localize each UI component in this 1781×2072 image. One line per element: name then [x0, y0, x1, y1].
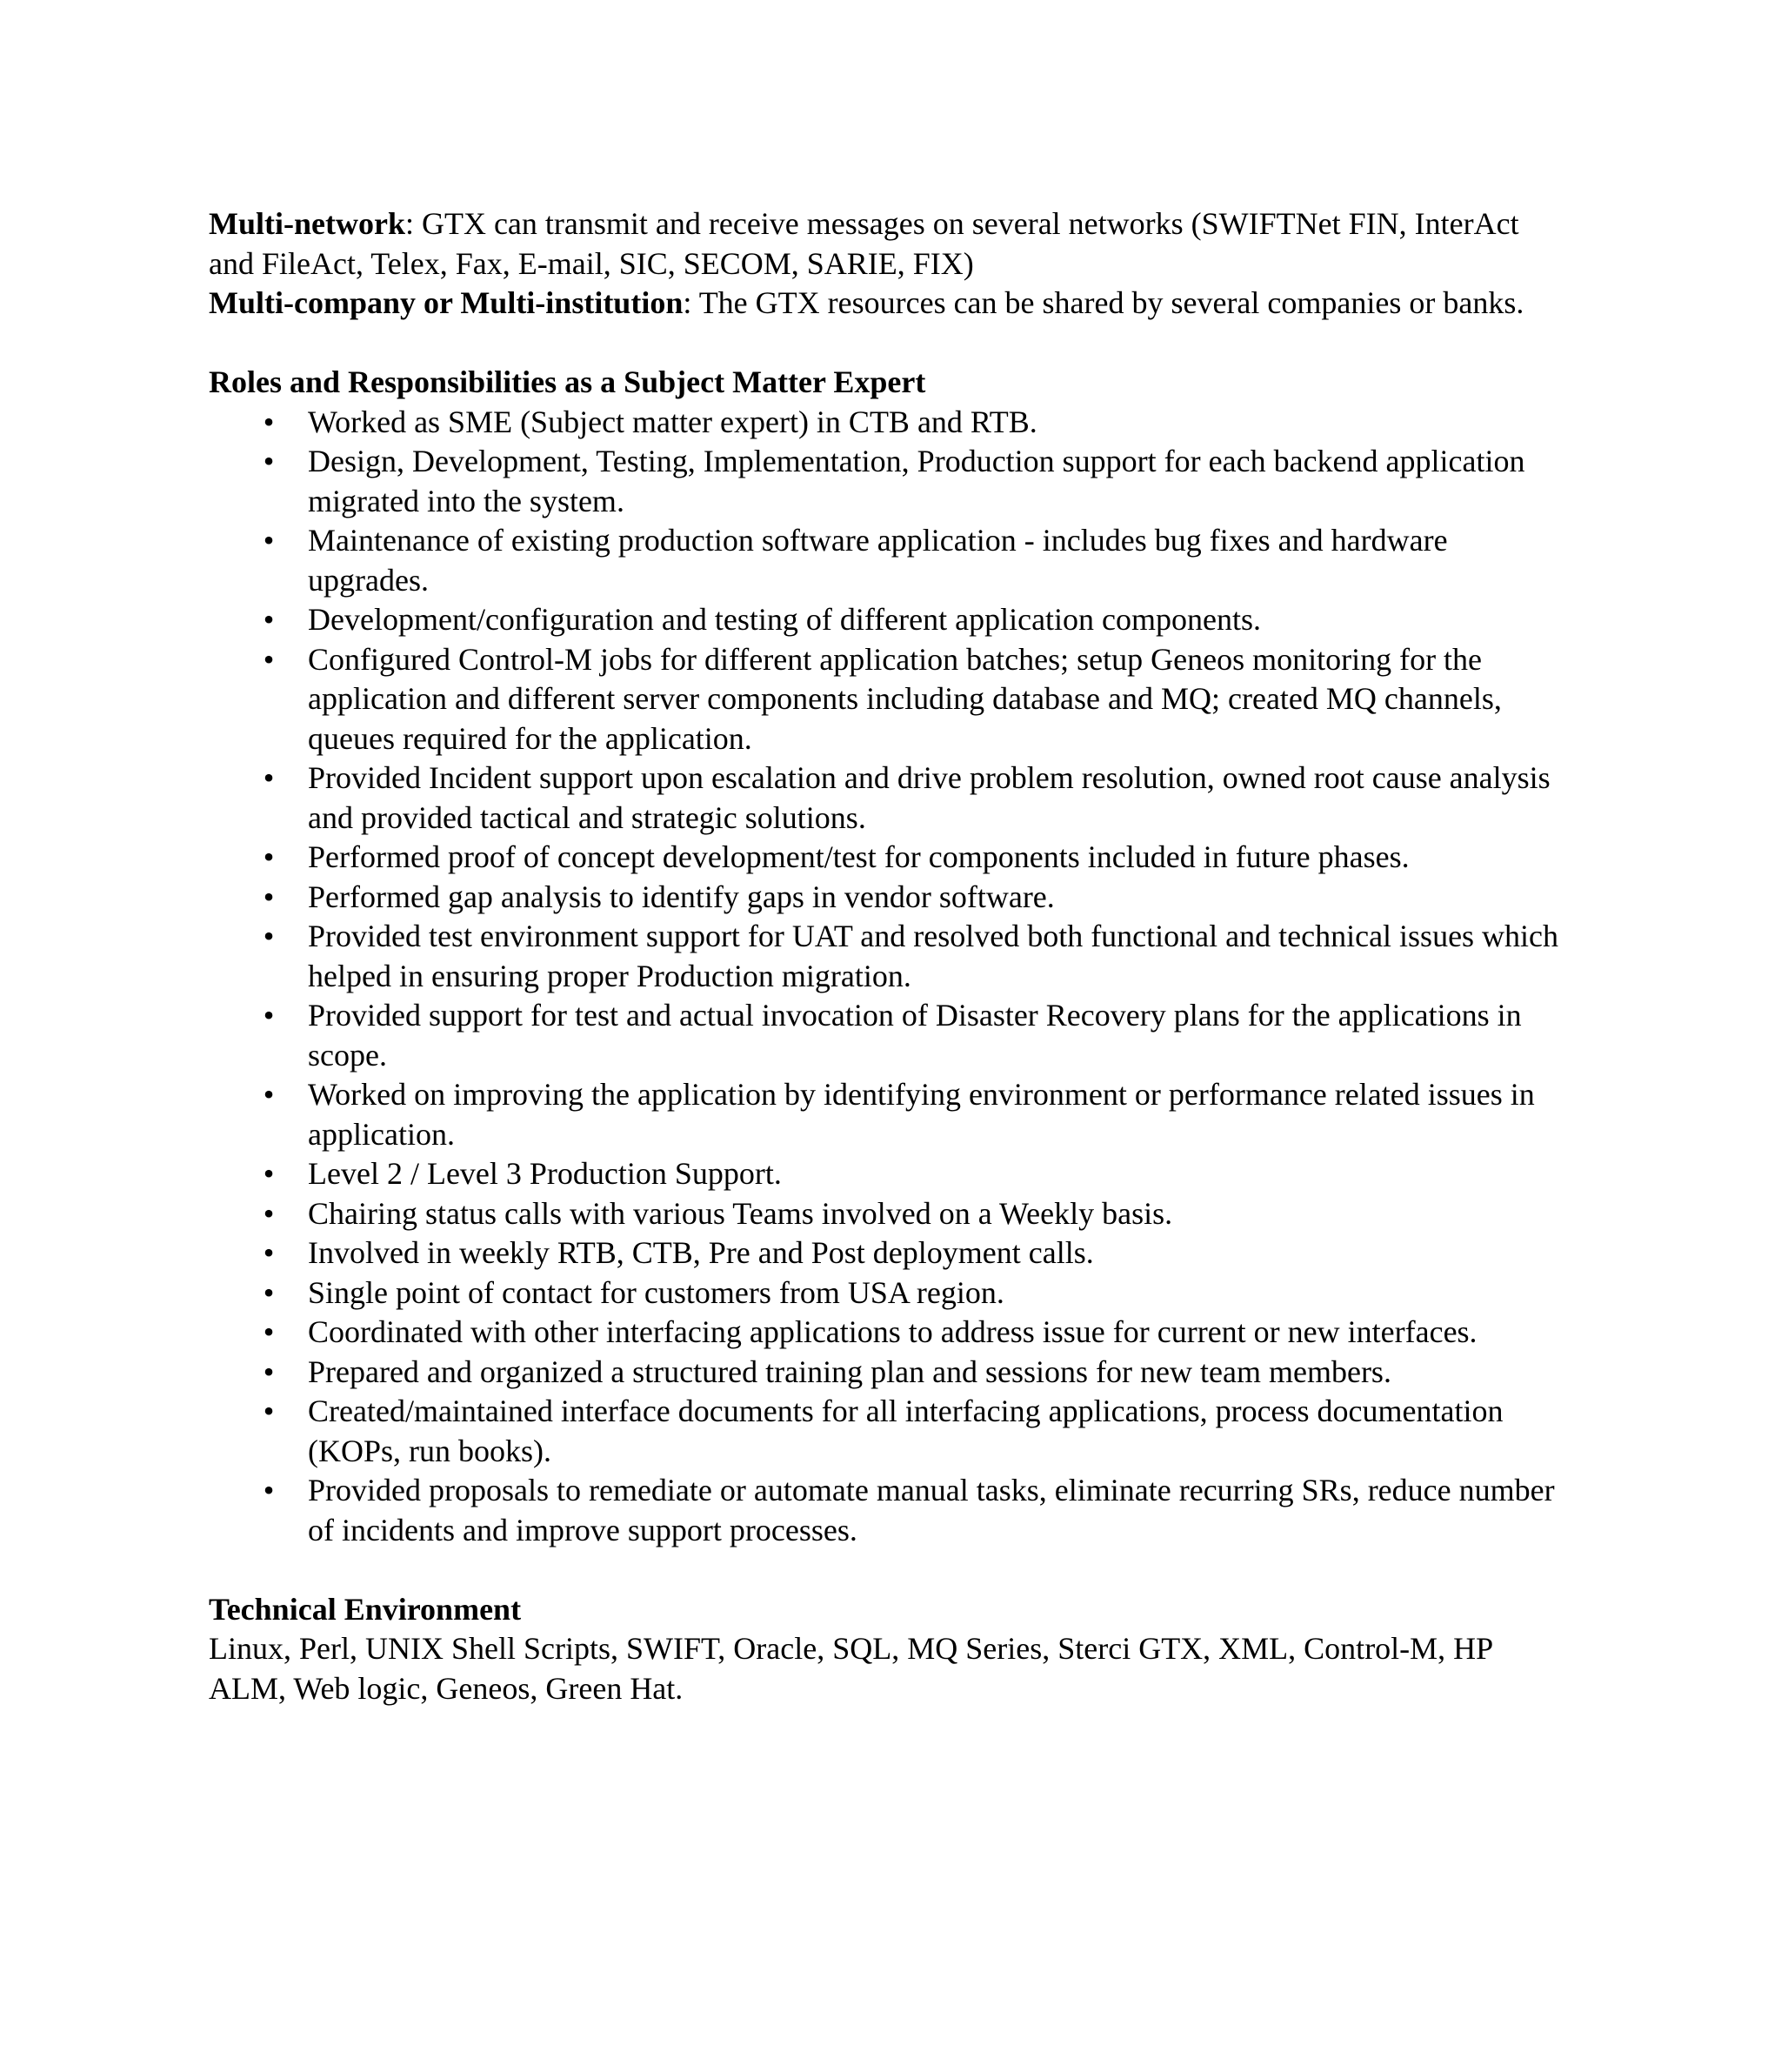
- bullet-glyph: •: [263, 1077, 275, 1112]
- roles-list-item: [209, 403, 1565, 443]
- roles-list-item-text: Worked as SME (Subject matter expert) in CTB and RTB.: [308, 404, 1037, 439]
- roles-list-item-text: Configured Control-M jobs for different application batches; setup Geneos monitoring for the application and different server components including database and MQ; created MQ channels, queues required for the application.: [308, 641, 1502, 756]
- roles-list-item-text: Worked on improving the application by identifying environment or performance related issues in application.: [308, 1077, 1535, 1152]
- roles-list-item-text: Prepared and organized a structured training plan and sessions for new team members.: [308, 1353, 1391, 1389]
- roles-list-item-text: Design, Development, Testing, Implementation, Production support for each backend application migrated into the system.: [308, 444, 1525, 518]
- bullet-glyph: •: [263, 1235, 275, 1270]
- roles-list-item-text: Provided test environment support for UAT and resolved both functional and technical issues which helped in ensuring proper Production migration.: [308, 919, 1559, 993]
- roles-list-item-text: Performed proof of concept development/test for components included in future phases.: [308, 839, 1410, 874]
- multi-company-label: Multi-company or Multi-institution: [209, 285, 684, 320]
- roles-list-item: [209, 521, 1565, 600]
- roles-list-item-text: Created/maintained interface documents for all interfacing applications, process documentation (KOPs, run books).: [308, 1394, 1504, 1468]
- bullet-glyph: •: [263, 1353, 275, 1389]
- roles-list-item: [209, 917, 1565, 996]
- multi-network-text: : GTX can transmit and receive messages on several networks (SWIFTNet FIN, InterAct and FileAct, Telex, Fax, E-mail, SIC, SECOM, SARIE, FIX): [209, 206, 1519, 281]
- roles-list-item-text: Provided Incident support upon escalation and drive problem resolution, owned root cause analysis and provided tactical and strategic solutions.: [308, 760, 1551, 835]
- roles-list-item: [209, 1353, 1565, 1393]
- roles-list-item-text: Maintenance of existing production software application - includes bug fixes and hardware upgrades.: [308, 523, 1448, 598]
- tech-environment-heading: Technical Environment: [209, 1591, 522, 1627]
- roles-list-item: [209, 878, 1565, 918]
- roles-list-item: [209, 600, 1565, 640]
- multi-network-paragraph: [209, 204, 1565, 284]
- bullet-glyph: •: [263, 1195, 275, 1231]
- bullet-glyph: •: [263, 602, 275, 637]
- roles-list-item-text: Coordinated with other interfacing applications to address issue for current or new interfaces.: [308, 1314, 1477, 1349]
- multi-network-label: Multi-network: [209, 206, 405, 241]
- roles-list-item-text: Provided proposals to remediate or automate manual tasks, eliminate recurring SRs, reduce number of incidents and improve support processes.: [308, 1473, 1555, 1547]
- bullet-glyph: •: [263, 1156, 275, 1191]
- roles-list-item-text: Provided support for test and actual invocation of Disaster Recovery plans for the applications in scope.: [308, 998, 1522, 1073]
- roles-list-item: [209, 640, 1565, 759]
- roles-list-item-text: Development/configuration and testing of different application components.: [308, 602, 1262, 637]
- roles-list-item: [209, 1233, 1565, 1273]
- multi-company-paragraph: [209, 284, 1565, 324]
- roles-list-item: [209, 1154, 1565, 1194]
- roles-list-item: [209, 1313, 1565, 1353]
- roles-list: [209, 403, 1565, 1551]
- bullet-glyph: •: [263, 1314, 275, 1349]
- bullet-glyph: •: [263, 404, 275, 439]
- roles-list-item: [209, 442, 1565, 521]
- bullet-glyph: •: [263, 919, 275, 953]
- section-spacer: [209, 1550, 1565, 1590]
- multi-company-text: : The GTX resources can be shared by several companies or banks.: [683, 285, 1524, 320]
- bullet-glyph: •: [263, 839, 275, 874]
- bullet-glyph: •: [263, 760, 275, 795]
- bullet-glyph: •: [263, 444, 275, 478]
- roles-list-item-text: Involved in weekly RTB, CTB, Pre and Post deployment calls.: [308, 1235, 1094, 1270]
- bullet-glyph: •: [263, 1394, 275, 1428]
- bullet-glyph: •: [263, 641, 275, 677]
- roles-list-item-text: Single point of contact for customers from USA region.: [308, 1274, 1004, 1310]
- roles-list-item-text: Performed gap analysis to identify gaps in vendor software.: [308, 879, 1055, 914]
- roles-list-item: [209, 759, 1565, 838]
- roles-list-item: [209, 1392, 1565, 1471]
- roles-list-item: [209, 1471, 1565, 1550]
- roles-heading: Roles and Responsibilities as a Subject Matter Expert: [209, 364, 926, 399]
- resume-content: [209, 204, 1565, 1708]
- bullet-glyph: •: [263, 1274, 275, 1310]
- bullet-glyph: •: [263, 1473, 275, 1507]
- bullet-glyph: •: [263, 998, 275, 1033]
- section-spacer: [209, 324, 1565, 364]
- roles-list-item-text: Level 2 / Level 3 Production Support.: [308, 1156, 782, 1191]
- roles-list-item: [209, 996, 1565, 1075]
- bullet-glyph: •: [263, 523, 275, 558]
- bullet-glyph: •: [263, 879, 275, 914]
- roles-list-item: [209, 1194, 1565, 1234]
- roles-list-item: [209, 838, 1565, 878]
- roles-list-item: [209, 1273, 1565, 1313]
- roles-list-item-text: Chairing status calls with various Teams involved on a Weekly basis.: [308, 1195, 1173, 1231]
- tech-environment-text: Linux, Perl, UNIX Shell Scripts, SWIFT, Oracle, SQL, MQ Series, Sterci GTX, XML, Control-M, HP ALM, Web logic, Geneos, Green Hat.: [209, 1631, 1492, 1706]
- roles-list-item: [209, 1075, 1565, 1154]
